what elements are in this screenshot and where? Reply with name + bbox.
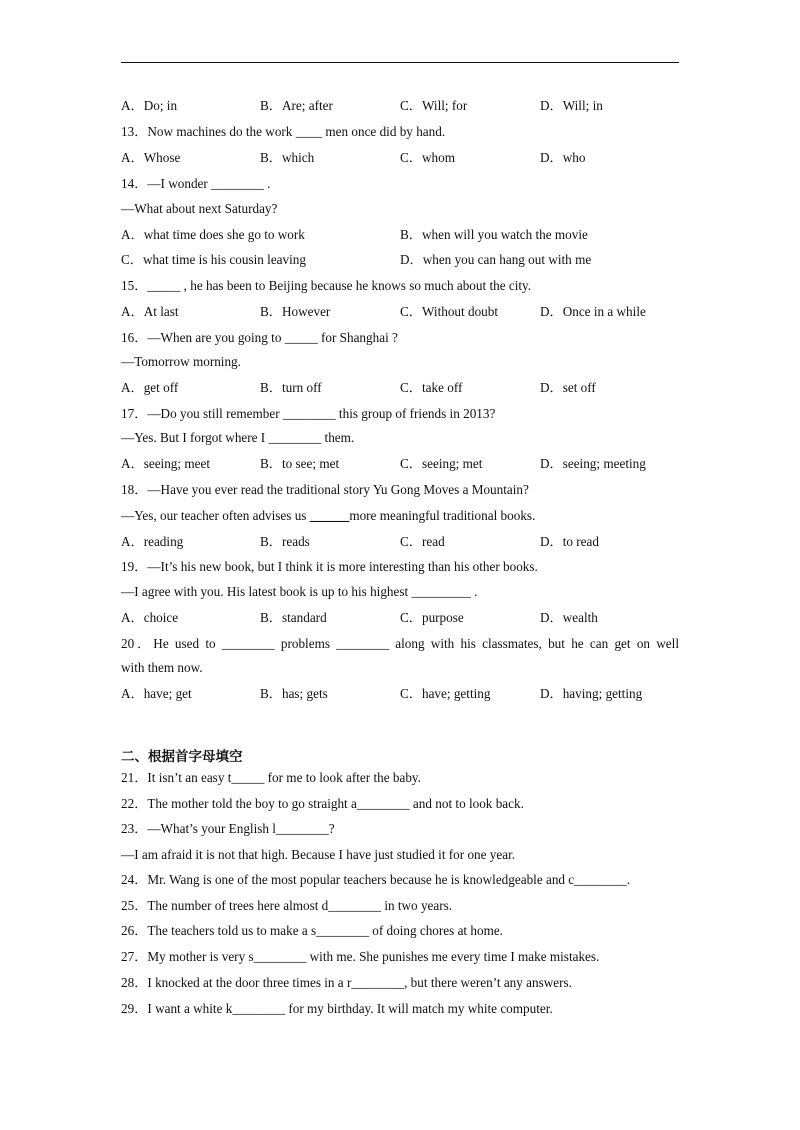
question-stem: 17．—Do you still remember ________ this group of friends in 2013?: [121, 406, 496, 421]
reply-text-before: —Yes, our teacher often advises us: [121, 508, 310, 523]
option-c: C．Will; for: [400, 98, 468, 113]
dialogue-reply: —Yes. But I forgot where I ________ them.: [121, 430, 355, 445]
dialogue-reply: [121, 508, 535, 524]
option-a: A．choice: [121, 610, 179, 625]
option-a: A．reading: [121, 534, 184, 549]
option-d: D．seeing; meeting: [540, 456, 646, 471]
fill-question-24: 24．Mr. Wang is one of the most popular teachers because he is knowledgeable and c________.: [121, 872, 631, 887]
option-d: D．having; getting: [540, 686, 643, 701]
question-stem: 13．Now machines do the work ____ men once did by hand.: [121, 124, 446, 139]
option-b: B．which: [260, 150, 315, 165]
question-stem: 16．—When are you going to _____ for Shanghai ?: [121, 330, 398, 345]
option-d: D．set off: [540, 380, 596, 395]
dialogue-reply: —I agree with you. His latest book is up to his highest _________ .: [121, 584, 478, 599]
question-stem-continued: with them now.: [121, 660, 203, 675]
option-b: B．However: [260, 304, 331, 319]
option-c: C．whom: [400, 150, 455, 165]
option-b: B．reads: [260, 534, 310, 549]
option-b: B．Are; after: [260, 98, 333, 113]
question-stem: 14．—I wonder ________ .: [121, 176, 271, 191]
option-a: A．Whose: [121, 150, 181, 165]
fill-question-27: 27．My mother is very s________ with me. She punishes me every time I make mistakes.: [121, 949, 600, 964]
option-c: C．Without doubt: [400, 304, 499, 319]
fill-question-25: 25．The number of trees here almost d________ in two years.: [121, 898, 453, 913]
question-stem: 19．—It’s his new book, but I think it is more interesting than his other books.: [121, 559, 538, 574]
option-a: A．seeing; meet: [121, 456, 210, 471]
option-c: C．read: [400, 534, 445, 549]
option-b: B．to see; met: [260, 456, 340, 471]
fill-question-21: 21．It isn’t an easy t_____ for me to look after the baby.: [121, 770, 421, 785]
option-c: C．seeing; met: [400, 456, 483, 471]
option-d: D．who: [540, 150, 586, 165]
option-a: A．get off: [121, 380, 179, 395]
fill-question-23-reply: —I am afraid it is not that high. Because I have just studied it for one year.: [121, 847, 516, 862]
option-c: C．take off: [400, 380, 463, 395]
option-b: B．has; gets: [260, 686, 328, 701]
option-d: D．wealth: [540, 610, 598, 625]
fill-question-22: 22．The mother told the boy to go straight a________ and not to look back.: [121, 796, 524, 811]
option-d: D．Once in a while: [540, 304, 646, 319]
fill-question-23: 23．—What’s your English l________?: [121, 821, 335, 836]
option-d: D．Will; in: [540, 98, 603, 113]
header-rule: [121, 62, 679, 63]
option-d: D．to read: [540, 534, 599, 549]
option-b: B．standard: [260, 610, 327, 625]
option-a: A．what time does she go to work: [121, 227, 305, 242]
dialogue-reply: —What about next Saturday?: [121, 201, 278, 216]
option-b: B．turn off: [260, 380, 322, 395]
option-b: B．when will you watch the movie: [400, 227, 588, 242]
fill-question-28: 28．I knocked at the door three times in a r________, but there weren’t any answers.: [121, 975, 572, 990]
dialogue-reply: —Tomorrow morning.: [121, 354, 241, 369]
option-a: A．Do; in: [121, 98, 178, 113]
option-c: C．purpose: [400, 610, 464, 625]
answer-blank: ______: [309, 508, 350, 523]
section-heading: 二、根据首字母填空: [121, 749, 243, 765]
option-d: D．when you can hang out with me: [400, 252, 592, 267]
question-stem: 20．He used to ________ problems ________ along with his classmates, but he can get on well: [121, 636, 679, 651]
option-c: C．have; getting: [400, 686, 491, 701]
question-stem: 15．_____ , he has been to Beijing because he knows so much about the city.: [121, 278, 532, 293]
fill-question-26: 26．The teachers told us to make a s________ of doing chores at home.: [121, 923, 503, 938]
question-stem: 18．—Have you ever read the traditional story Yu Gong Moves a Mountain?: [121, 482, 529, 497]
fill-question-29: 29．I want a white k________ for my birthday. It will match my white computer.: [121, 1001, 553, 1016]
reply-text-after: more meaningful traditional books.: [349, 508, 536, 523]
option-a: A．At last: [121, 304, 179, 319]
option-c: C．what time is his cousin leaving: [121, 252, 306, 267]
option-a: A．have; get: [121, 686, 192, 701]
